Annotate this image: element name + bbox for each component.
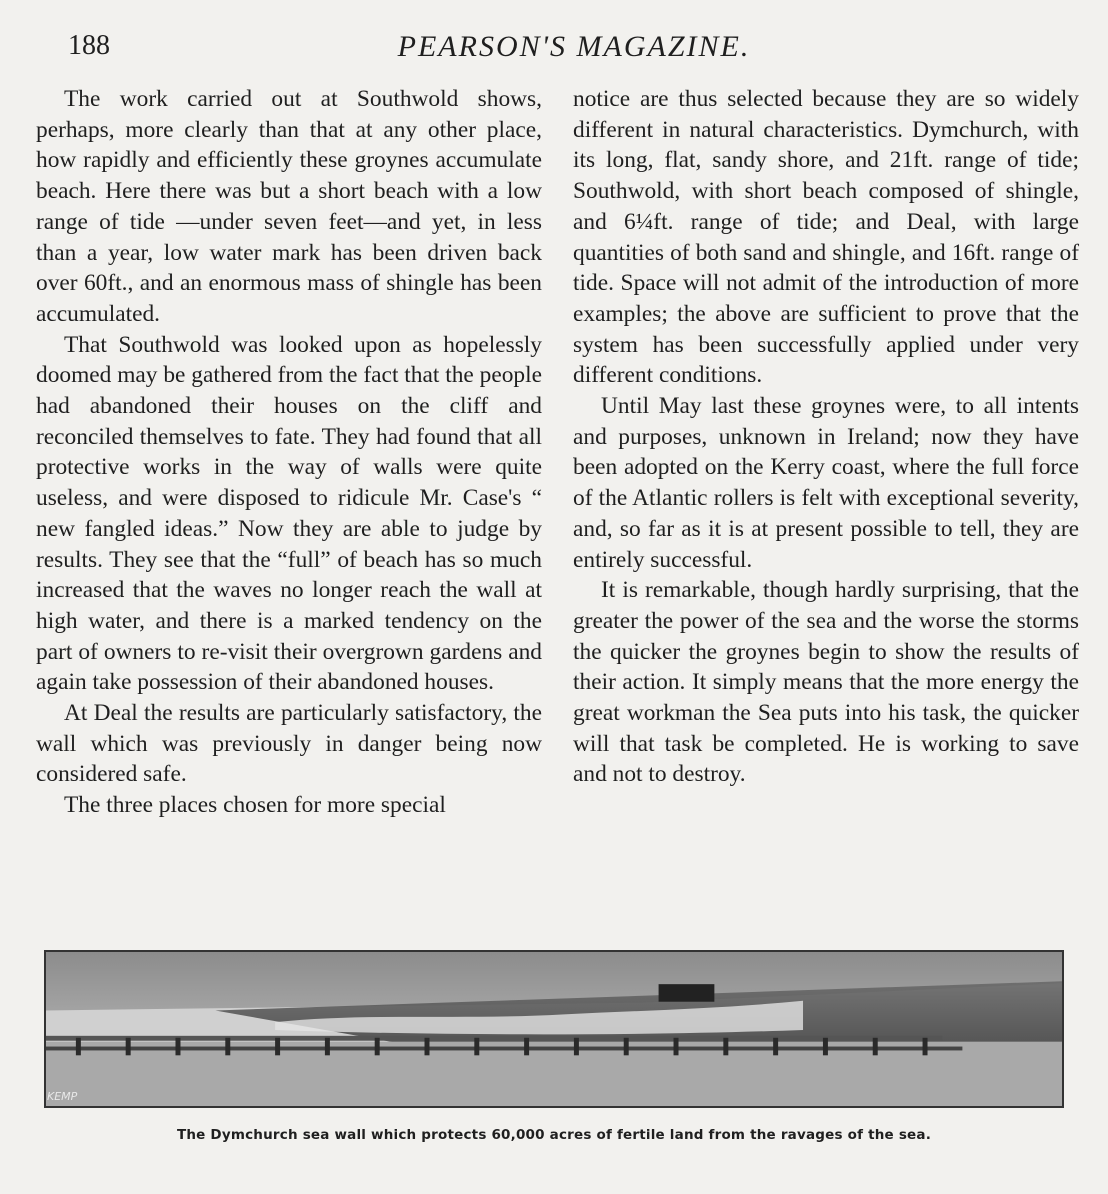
figure-caption: The Dymchurch sea wall which protects 60,000 acres of fertile land from the ravages of the sea. [176, 1127, 932, 1143]
running-head: PEARSON'S MAGAZINE. [397, 30, 751, 63]
sea-wall-illustration [44, 950, 1064, 1108]
paragraph-continuation: notice are thus selected because they are so widely different in natural characteristics. Dymchurch, with its long, flat, sandy shore, and 21ft. range of tide; Southwold, with short beach composed of shingle, and 6¼ft. range of tide; and Deal, with large quantities of both sand and shingle, and 16ft. range of tide. Space will not admit of the introduction of more examples; the above are sufficient to prove that the system has been successfully applied under very different conditions. [573, 86, 1079, 389]
right-column [573, 84, 1079, 790]
page-header [0, 28, 1108, 68]
paragraph: The work carried out at Southwold shows, perhaps, more clearly than that at any other place, how rapidly and efficiently these groynes accumulate beach. Here there was but a short beach with a low range of tide —under seven feet—and yet, in less than a year, low water mark has been driven back over 60ft., and an enormous mass of shingle has been accumulated. [36, 86, 542, 327]
page-number: 188 [68, 30, 110, 61]
paragraph: The three places chosen for more special [64, 792, 446, 819]
paragraph: That Southwold was looked upon as hopelessly doomed may be gathered from the fact that the people had abandoned their houses on the cliff and reconciled themselves to fate. They had found that all protective works in the way of walls were quite useless, and were disposed to ridicule Mr. Case's “ new fangled ideas.” Now they are able to judge by results. They see that the “full” of beach has so much increased that the waves no longer reach the wall at high water, and there is a marked tendency on the part of owners to re-visit their overgrown gardens and again take possession of their abandoned houses. [36, 331, 542, 696]
left-column [36, 84, 542, 821]
paragraph: Until May last these groynes were, to all intents and purposes, unknown in Ireland; now they have been adopted on the Kerry coast, where the full force of the Atlantic rollers is felt with exceptional severity, and, so far as it is at present possible to tell, they are entirely successful. [573, 393, 1079, 573]
paragraph: At Deal the results are particularly satisfactory, the wall which was previously in danger being now considered safe. [36, 700, 542, 788]
seascape-engraving [46, 952, 1062, 1106]
artist-signature: KEMP [47, 1090, 78, 1103]
paragraph: It is remarkable, though hardly surprising, that the greater the power of the sea and the worse the storms the quicker the groynes begin to show the results of their action. It simply means that the more energy the great workman the Sea puts into his task, the quicker will that task be completed. He is working to save and not to destroy. [573, 577, 1079, 788]
